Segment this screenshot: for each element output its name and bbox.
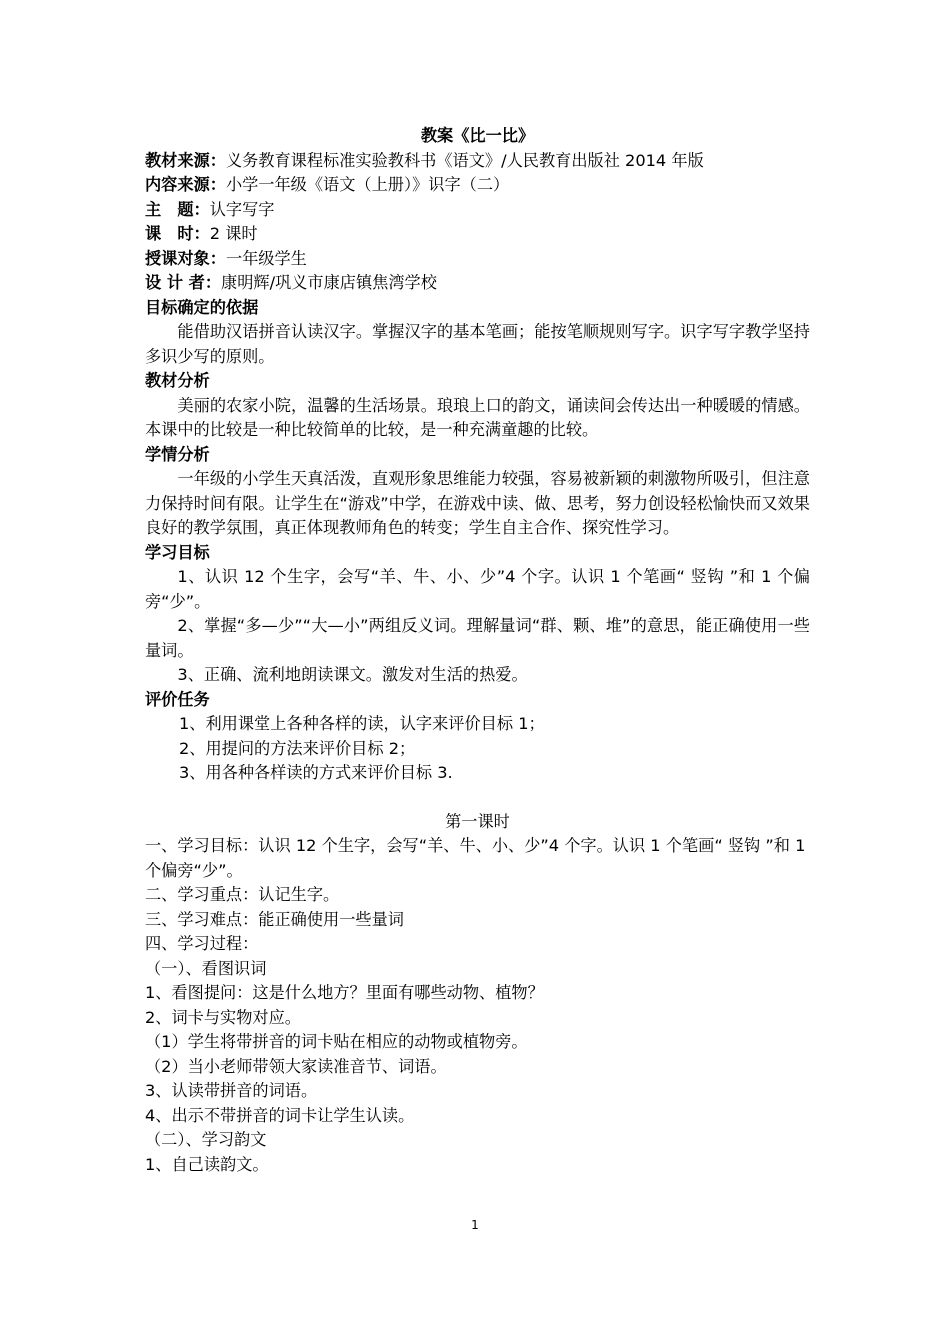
lesson-line: 3、认读带拼音的词语。 [145,1081,318,1100]
lesson-line: （2）当小老师带领大家读准音节、词语。 [145,1056,447,1076]
basis-paragraph: 能借助汉语拼音认读汉字。掌握汉字的基本笔画；能按笔顺规则写字。识字写字教学坚持多识少写的原则。 [145,322,810,366]
evaluation-item: 2、用提问的方法来评价目标 2； [179,738,416,758]
field-label: 教材来源： [145,150,226,170]
field-topic [145,198,810,223]
goal-item: 1、认识 12 个生字，会写“羊、牛、小、少”4 个字。认识 1 个笔画“ 竖钩 ”和 1 个偏旁“少”。 [145,567,810,611]
goal-item: 3、正确、流利地朗读课文。激发对生活的热爱。 [177,665,528,684]
lesson-line: 4、出示不带拼音的词卡让学生认读。 [145,1105,415,1125]
lesson-line: 三、学习难点：能正确使用一些量词 [145,909,404,929]
lesson-line: 1、看图提问：这是什么地方？里面有哪些动物、植物？ [145,983,544,1002]
lesson-line: （二）、学习韵文 [145,1130,267,1149]
section-heading-basis: 目标确定的依据 [145,297,259,317]
page-number: 1 [471,1218,479,1232]
section-heading-students: 学情分析 [145,444,210,464]
lesson-line: （一）、看图识词 [145,958,267,978]
evaluation-item: 1、利用课堂上各种各样的读，认字来评价目标 1； [179,714,545,733]
lesson-title: 第一课时 [445,811,510,831]
field-label: 设 计 者： [145,273,222,292]
field-value: 义务教育课程标准实验教科书《语文》/人民教育出版社 2014 年版 [225,150,704,170]
lesson-line: 2、词卡与实物对应。 [145,1007,301,1027]
section-heading-material: 教材分析 [145,371,210,390]
section-heading-goals: 学习目标 [145,542,210,562]
field-material-source [145,149,810,174]
lesson-line: 一、学习目标：认识 12 个生字，会写“羊、牛、小、少”4 个字。认识 1 个笔画“ 竖钩 ”和 1 个偏旁“少”。 [145,836,806,880]
field-value: 康明辉/巩义市康店镇焦湾学校 [221,273,437,292]
evaluation-item: 3、用各种各样读的方式来评价目标 3. [179,763,453,782]
field-designer [145,271,810,296]
field-periods [145,222,810,247]
field-value: 认字写字 [209,199,275,219]
field-value: 2 课时 [209,224,258,243]
document-body [145,124,810,1177]
field-content-source [145,173,810,198]
section-heading-evaluation: 评价任务 [145,689,210,709]
lesson-line: （1）学生将带拼音的词卡贴在相应的动物或植物旁。 [145,1032,528,1051]
field-value: 一年级学生 [225,248,307,268]
lesson-line: 1、自己读韵文。 [145,1154,269,1174]
students-paragraph: 一年级的小学生天真活泼，直观形象思维能力较强，容易被新颖的刺激物所吸引，但注意力保持时间有限。让学生在“游戏”中学，在游戏中读、做、思考，努力创设轻松愉快而又效果良好的教学氛围，真正体现教师角色的转变；学生自主合作、探究性学习。 [145,469,810,537]
field-label: 课 时： [145,224,210,243]
field-value: 小学一年级《语文（上册）》识字（二） [225,175,510,194]
page-title: 教案《比一比》 [420,126,535,145]
lesson-line: 二、学习重点：认记生字。 [145,885,340,904]
field-audience [145,247,810,272]
goal-item: 2、掌握“多—少”“大—小”两组反义词。理解量词“群、颗、堆”的意思，能正确使用一些量词。 [145,616,810,660]
material-paragraph: 美丽的农家小院，温馨的生活场景。琅琅上口的韵文，诵读间会传达出一种暖暖的情感。本课中的比较是一种比较简单的比较，是一种充满童趣的比较。 [145,395,810,439]
field-label: 授课对象： [145,248,226,268]
lesson-line: 四、学习过程： [145,934,259,953]
field-label: 内容来源： [145,175,226,194]
field-label: 主 题： [145,199,210,219]
